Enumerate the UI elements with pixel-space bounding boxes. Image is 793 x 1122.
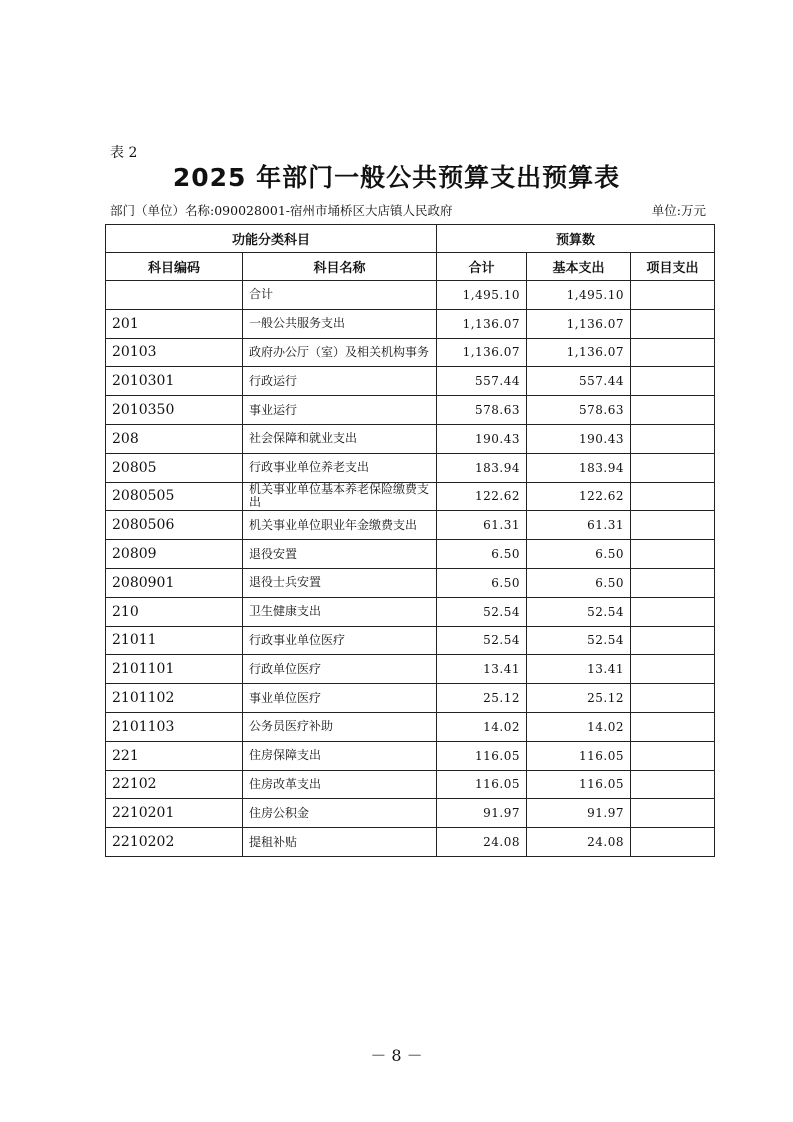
row-basic-cell: 557.44	[527, 367, 631, 396]
table-row	[106, 655, 715, 684]
row-total-cell: 6.50	[437, 568, 527, 597]
row-project-cell	[631, 281, 715, 310]
row-name-cell: 行政运行	[243, 367, 437, 396]
row-project-cell	[631, 511, 715, 540]
row-name-cell: 行政事业单位医疗	[243, 626, 437, 655]
table-row	[106, 626, 715, 655]
row-code-cell: 2101102	[106, 684, 243, 713]
row-name-cell: 住房保障支出	[243, 741, 437, 770]
name-column-header: 科目名称	[243, 253, 437, 281]
row-project-cell	[631, 309, 715, 338]
row-basic-cell: 6.50	[527, 568, 631, 597]
row-basic-cell: 116.05	[527, 741, 631, 770]
row-code-cell: 2080505	[106, 482, 243, 511]
page-number: － 8 －	[370, 1046, 423, 1065]
group-header-row	[106, 225, 715, 253]
row-project-cell	[631, 540, 715, 569]
row-project-cell	[631, 684, 715, 713]
total-column-header: 合计	[437, 253, 527, 281]
row-project-cell	[631, 655, 715, 684]
row-code-cell: 2080901	[106, 568, 243, 597]
row-total-cell: 24.08	[437, 828, 527, 857]
row-code-cell: 20809	[106, 540, 243, 569]
row-code-cell: 201	[106, 309, 243, 338]
row-basic-cell: 61.31	[527, 511, 631, 540]
budget-rows	[106, 281, 715, 857]
table-row	[106, 453, 715, 482]
row-code-cell: 20805	[106, 453, 243, 482]
budget-amount-header: 预算数	[437, 225, 715, 253]
row-code-cell	[106, 281, 243, 310]
row-code-cell: 2101101	[106, 655, 243, 684]
row-total-cell: 52.54	[437, 597, 527, 626]
table-row	[106, 309, 715, 338]
row-total-cell: 1,495.10	[437, 281, 527, 310]
row-project-cell	[631, 453, 715, 482]
row-project-cell	[631, 568, 715, 597]
row-code-cell: 21011	[106, 626, 243, 655]
table-row	[106, 281, 715, 310]
row-total-cell: 91.97	[437, 799, 527, 828]
row-project-cell	[631, 367, 715, 396]
unit-label: 单位:万元	[651, 203, 706, 218]
row-name-cell: 提租补贴	[243, 828, 437, 857]
department-name: 部门（单位）名称:090028001-宿州市埇桥区大店镇人民政府	[110, 203, 453, 218]
row-name-cell: 行政事业单位养老支出	[243, 453, 437, 482]
row-total-cell: 122.62	[437, 482, 527, 511]
table-row	[106, 799, 715, 828]
basic-column-header: 基本支出	[527, 253, 631, 281]
row-basic-cell: 116.05	[527, 770, 631, 799]
row-total-cell: 52.54	[437, 626, 527, 655]
row-name-cell: 卫生健康支出	[243, 597, 437, 626]
row-basic-cell: 24.08	[527, 828, 631, 857]
table-row	[106, 482, 715, 511]
row-basic-cell: 13.41	[527, 655, 631, 684]
row-basic-cell: 6.50	[527, 540, 631, 569]
row-code-cell: 2080506	[106, 511, 243, 540]
row-basic-cell: 25.12	[527, 684, 631, 713]
row-total-cell: 6.50	[437, 540, 527, 569]
table-row	[106, 684, 715, 713]
row-total-cell: 190.43	[437, 424, 527, 453]
row-code-cell: 210	[106, 597, 243, 626]
row-name-cell: 一般公共服务支出	[243, 309, 437, 338]
code-column-header: 科目编码	[106, 253, 243, 281]
row-project-cell	[631, 424, 715, 453]
row-basic-cell: 91.97	[527, 799, 631, 828]
row-total-cell: 1,136.07	[437, 309, 527, 338]
row-basic-cell: 1,495.10	[527, 281, 631, 310]
row-code-cell: 2101103	[106, 712, 243, 741]
row-name-cell: 机关事业单位职业年金缴费支出	[243, 511, 437, 540]
row-basic-cell: 578.63	[527, 396, 631, 425]
row-total-cell: 25.12	[437, 684, 527, 713]
row-project-cell	[631, 712, 715, 741]
function-category-header: 功能分类科目	[106, 225, 437, 253]
row-project-cell	[631, 770, 715, 799]
row-code-cell: 221	[106, 741, 243, 770]
table-row	[106, 597, 715, 626]
table-label: 表 2	[110, 145, 138, 161]
row-code-cell: 22102	[106, 770, 243, 799]
row-name-cell: 住房改革支出	[243, 770, 437, 799]
row-project-cell	[631, 396, 715, 425]
table-row	[106, 396, 715, 425]
row-code-cell: 20103	[106, 338, 243, 367]
row-basic-cell: 122.62	[527, 482, 631, 511]
row-project-cell	[631, 828, 715, 857]
row-name-cell: 事业单位医疗	[243, 684, 437, 713]
row-name-cell: 机关事业单位基本养老保险缴费支出	[243, 482, 437, 511]
row-project-cell	[631, 482, 715, 511]
row-name-cell: 合计	[243, 281, 437, 310]
table-row	[106, 712, 715, 741]
row-name-cell: 政府办公厅（室）及相关机构事务	[243, 338, 437, 367]
row-project-cell	[631, 597, 715, 626]
row-total-cell: 14.02	[437, 712, 527, 741]
table-row	[106, 511, 715, 540]
row-project-cell	[631, 799, 715, 828]
row-basic-cell: 183.94	[527, 453, 631, 482]
row-name-cell: 退役士兵安置	[243, 568, 437, 597]
row-project-cell	[631, 338, 715, 367]
table-row	[106, 338, 715, 367]
table-row	[106, 828, 715, 857]
table-row	[106, 540, 715, 569]
row-total-cell: 578.63	[437, 396, 527, 425]
row-project-cell	[631, 741, 715, 770]
row-basic-cell: 190.43	[527, 424, 631, 453]
project-column-header: 项目支出	[631, 253, 715, 281]
row-total-cell: 183.94	[437, 453, 527, 482]
row-total-cell: 116.05	[437, 741, 527, 770]
row-name-cell: 退役安置	[243, 540, 437, 569]
row-total-cell: 61.31	[437, 511, 527, 540]
row-basic-cell: 52.54	[527, 597, 631, 626]
row-basic-cell: 1,136.07	[527, 338, 631, 367]
table-row	[106, 741, 715, 770]
row-total-cell: 13.41	[437, 655, 527, 684]
row-basic-cell: 1,136.07	[527, 309, 631, 338]
row-code-cell: 208	[106, 424, 243, 453]
row-name-cell: 事业运行	[243, 396, 437, 425]
row-total-cell: 1,136.07	[437, 338, 527, 367]
row-code-cell: 2210202	[106, 828, 243, 857]
row-name-cell: 行政单位医疗	[243, 655, 437, 684]
row-name-cell: 公务员医疗补助	[243, 712, 437, 741]
row-basic-cell: 52.54	[527, 626, 631, 655]
row-code-cell: 2210201	[106, 799, 243, 828]
table-row	[106, 424, 715, 453]
page-title: 2025 年部门一般公共预算支出预算表	[172, 163, 621, 192]
table-row	[106, 568, 715, 597]
row-total-cell: 557.44	[437, 367, 527, 396]
budget-table	[105, 224, 715, 857]
row-basic-cell: 14.02	[527, 712, 631, 741]
row-project-cell	[631, 626, 715, 655]
row-name-cell: 社会保障和就业支出	[243, 424, 437, 453]
row-name-cell: 住房公积金	[243, 799, 437, 828]
row-total-cell: 116.05	[437, 770, 527, 799]
row-code-cell: 2010301	[106, 367, 243, 396]
table-row	[106, 770, 715, 799]
column-header-row	[106, 253, 715, 281]
row-code-cell: 2010350	[106, 396, 243, 425]
table-row	[106, 367, 715, 396]
